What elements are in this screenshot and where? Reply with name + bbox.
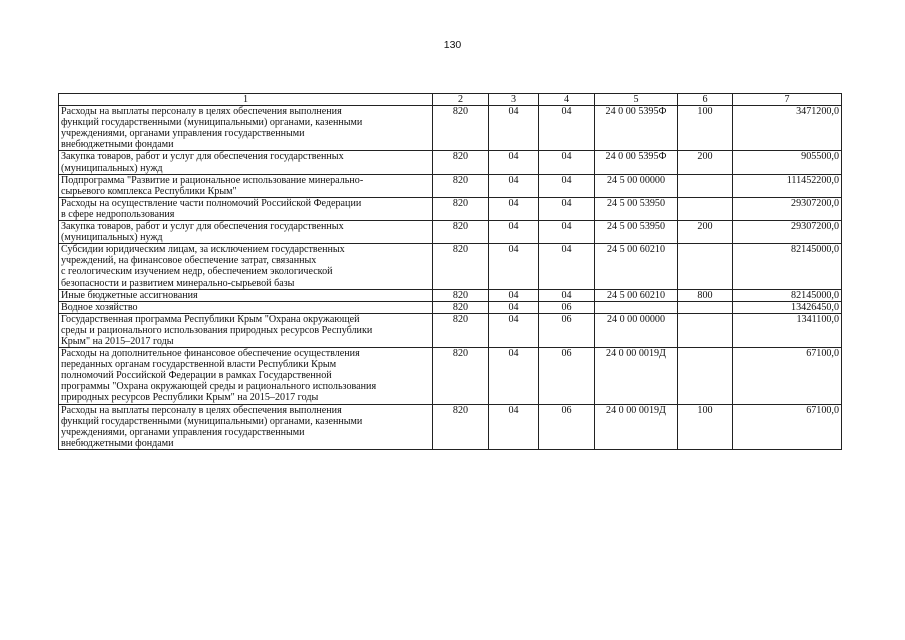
row-target-article: 24 0 00 0019Д bbox=[595, 404, 678, 449]
row-subsection: 04 bbox=[539, 289, 595, 301]
row-ministry-code: 820 bbox=[433, 313, 489, 347]
table-row bbox=[59, 197, 842, 220]
row-name: Субсидии юридическим лицам, за исключением государственных учреждений, на финансовое обеспечение затрат, связанных с геологическим изучением недр, обеспечением экологической безопасности и развитием минерально-сырьевой базы bbox=[59, 244, 433, 289]
row-subsection: 04 bbox=[539, 197, 595, 220]
row-expense-type: 800 bbox=[678, 289, 733, 301]
row-amount: 82145000,0 bbox=[733, 289, 842, 301]
row-name: Расходы на выплаты персоналу в целях обеспечения выполнения функций государственными (муниципальными) органами, казенными учреждениями, органами управления государственными внебюджетными фондами bbox=[59, 106, 433, 151]
row-name: Закупка товаров, работ и услуг для обеспечения государственных (муниципальных) нужд bbox=[59, 151, 433, 174]
row-ministry-code: 820 bbox=[433, 106, 489, 151]
row-target-article: 24 5 00 00000 bbox=[595, 174, 678, 197]
header-col-2: 2 bbox=[433, 94, 489, 106]
row-ministry-code: 820 bbox=[433, 404, 489, 449]
row-subsection: 04 bbox=[539, 244, 595, 289]
row-subsection: 04 bbox=[539, 174, 595, 197]
table-row bbox=[59, 348, 842, 404]
row-section: 04 bbox=[489, 289, 539, 301]
row-name: Подпрограмма "Развитие и рациональное использование минерально- сырьевого комплекса Республики Крым" bbox=[59, 174, 433, 197]
row-ministry-code: 820 bbox=[433, 348, 489, 404]
row-section: 04 bbox=[489, 174, 539, 197]
row-ministry-code: 820 bbox=[433, 244, 489, 289]
table-row bbox=[59, 221, 842, 244]
row-section: 04 bbox=[489, 313, 539, 347]
row-amount: 82145000,0 bbox=[733, 244, 842, 289]
table-row bbox=[59, 404, 842, 449]
header-row bbox=[59, 94, 842, 106]
row-amount: 29307200,0 bbox=[733, 221, 842, 244]
row-subsection: 04 bbox=[539, 221, 595, 244]
row-expense-type bbox=[678, 301, 733, 313]
row-amount: 1341100,0 bbox=[733, 313, 842, 347]
row-amount: 67100,0 bbox=[733, 348, 842, 404]
table-row bbox=[59, 106, 842, 151]
table-row bbox=[59, 301, 842, 313]
row-expense-type bbox=[678, 313, 733, 347]
row-amount: 13426450,0 bbox=[733, 301, 842, 313]
row-ministry-code: 820 bbox=[433, 289, 489, 301]
row-subsection: 06 bbox=[539, 313, 595, 347]
row-name: Расходы на дополнительное финансовое обеспечение осуществления переданных органам государственной власти Республики Крым полномочий Российской Федерации в рамках Государственной программы "Охрана окружающей среды и рационального использования природных ресурсов Республики Крым" на 2015–2017 годы bbox=[59, 348, 433, 404]
row-section: 04 bbox=[489, 348, 539, 404]
row-target-article: 24 0 00 0019Д bbox=[595, 348, 678, 404]
row-expense-type bbox=[678, 244, 733, 289]
row-subsection: 06 bbox=[539, 348, 595, 404]
table-row bbox=[59, 244, 842, 289]
row-expense-type: 100 bbox=[678, 106, 733, 151]
header-col-5: 5 bbox=[595, 94, 678, 106]
row-section: 04 bbox=[489, 221, 539, 244]
row-name: Государственная программа Республики Крым "Охрана окружающей среды и рационального использования природных ресурсов Республики Крым" на 2015–2017 годы bbox=[59, 313, 433, 347]
row-section: 04 bbox=[489, 244, 539, 289]
budget-table bbox=[58, 93, 842, 450]
row-target-article: 24 0 00 5395Ф bbox=[595, 106, 678, 151]
row-amount: 905500,0 bbox=[733, 151, 842, 174]
row-expense-type: 100 bbox=[678, 404, 733, 449]
row-section: 04 bbox=[489, 151, 539, 174]
table-row bbox=[59, 289, 842, 301]
row-subsection: 06 bbox=[539, 404, 595, 449]
row-name: Закупка товаров, работ и услуг для обеспечения государственных (муниципальных) нужд bbox=[59, 221, 433, 244]
row-ministry-code: 820 bbox=[433, 174, 489, 197]
row-ministry-code: 820 bbox=[433, 151, 489, 174]
row-section: 04 bbox=[489, 197, 539, 220]
row-target-article: 24 5 00 53950 bbox=[595, 221, 678, 244]
row-amount: 3471200,0 bbox=[733, 106, 842, 151]
row-name: Расходы на выплаты персоналу в целях обеспечения выполнения функций государственными (муниципальными) органами, казенными учреждениями, органами управления государственными внебюджетными фондами bbox=[59, 404, 433, 449]
row-target-article: 24 0 00 5395Ф bbox=[595, 151, 678, 174]
row-subsection: 04 bbox=[539, 151, 595, 174]
row-name: Расходы на осуществление части полномочий Российской Федерации в сфере недропользования bbox=[59, 197, 433, 220]
row-expense-type bbox=[678, 174, 733, 197]
row-target-article: 24 5 00 60210 bbox=[595, 244, 678, 289]
row-expense-type bbox=[678, 348, 733, 404]
row-subsection: 06 bbox=[539, 301, 595, 313]
header-col-7: 7 bbox=[733, 94, 842, 106]
table-row bbox=[59, 313, 842, 347]
row-name: Водное хозяйство bbox=[59, 301, 433, 313]
table-row bbox=[59, 151, 842, 174]
row-section: 04 bbox=[489, 106, 539, 151]
header-col-6: 6 bbox=[678, 94, 733, 106]
row-target-article: 24 5 00 53950 bbox=[595, 197, 678, 220]
header-col-1: 1 bbox=[59, 94, 433, 106]
row-subsection: 04 bbox=[539, 106, 595, 151]
page-number: 130 bbox=[443, 39, 462, 51]
row-target-article: 24 0 00 00000 bbox=[595, 313, 678, 347]
table-row bbox=[59, 174, 842, 197]
row-ministry-code: 820 bbox=[433, 197, 489, 220]
row-amount: 111452200,0 bbox=[733, 174, 842, 197]
row-ministry-code: 820 bbox=[433, 301, 489, 313]
row-expense-type: 200 bbox=[678, 221, 733, 244]
header-col-3: 3 bbox=[489, 94, 539, 106]
row-name: Иные бюджетные ассигнования bbox=[59, 289, 433, 301]
row-target-article bbox=[595, 301, 678, 313]
row-expense-type: 200 bbox=[678, 151, 733, 174]
row-target-article: 24 5 00 60210 bbox=[595, 289, 678, 301]
row-amount: 67100,0 bbox=[733, 404, 842, 449]
row-ministry-code: 820 bbox=[433, 221, 489, 244]
row-expense-type bbox=[678, 197, 733, 220]
row-amount: 29307200,0 bbox=[733, 197, 842, 220]
header-col-4: 4 bbox=[539, 94, 595, 106]
row-section: 04 bbox=[489, 404, 539, 449]
row-section: 04 bbox=[489, 301, 539, 313]
